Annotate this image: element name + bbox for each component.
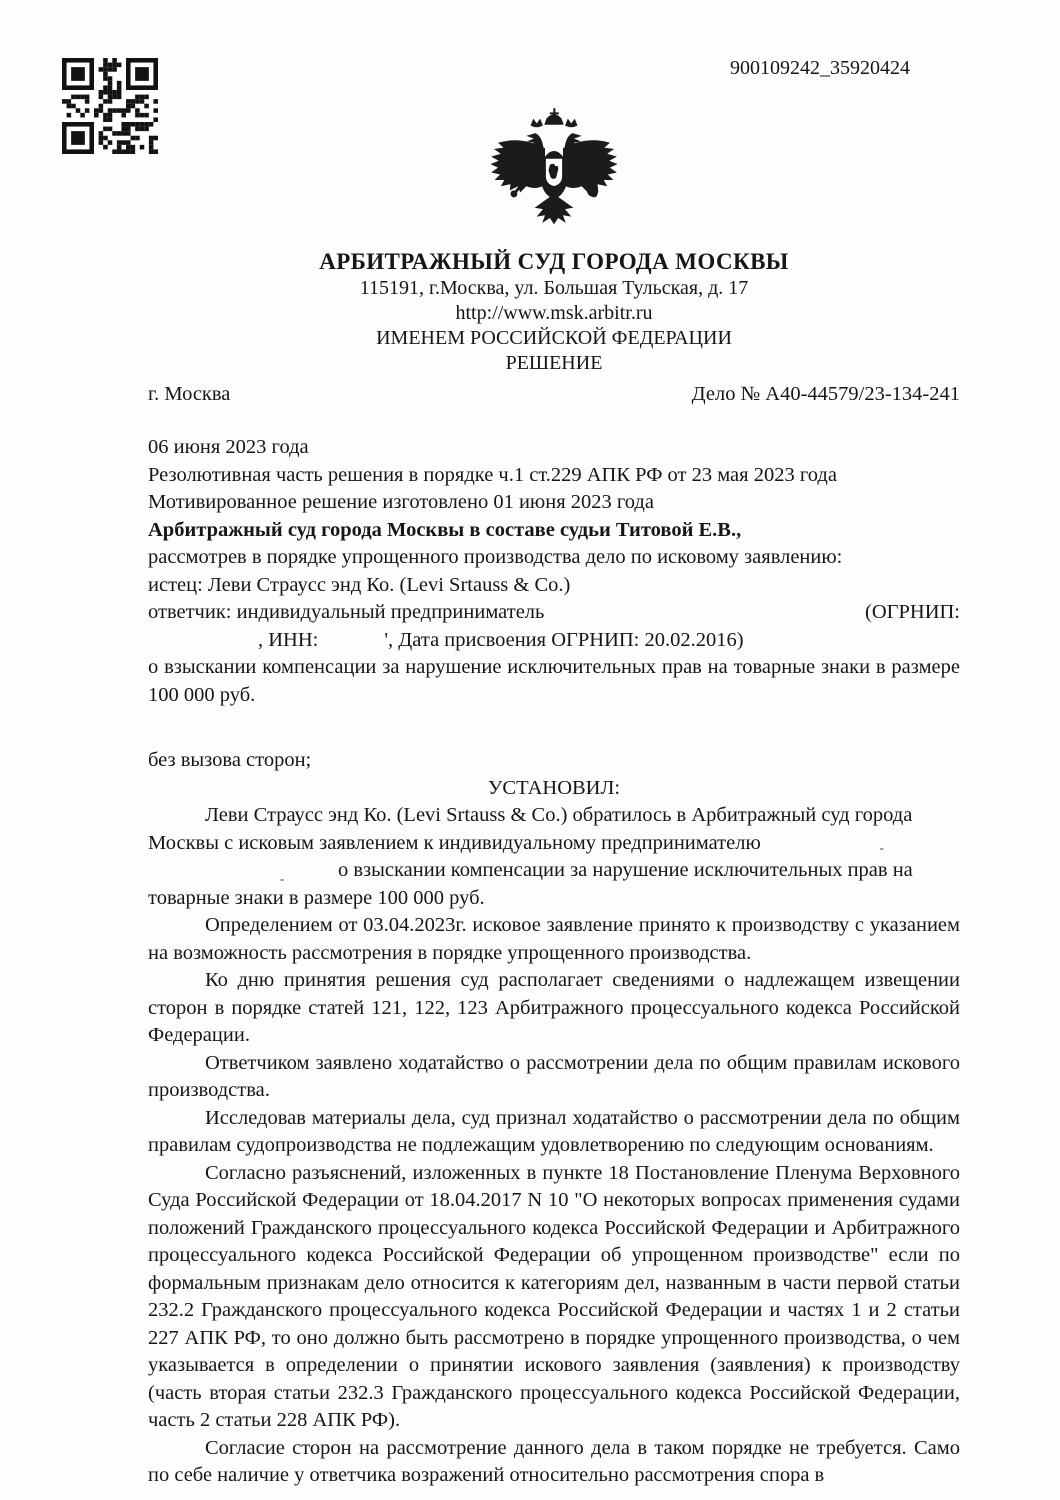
p1-line2-text: Москвы с исковым заявлением к индивидуальному предпринимателю [148,831,761,854]
ogrnip-date: ', Дата присвоения ОГРНИП: 20.02.2016) [384,628,744,651]
p1-line3-text: о взыскании компенсации за нарушение исключительных прав на [338,859,913,881]
document-registration-number: 900109242_35920424 [730,57,910,79]
redaction-mark: - [280,871,285,886]
ogrnip-label: (ОГРНИП: [865,601,960,623]
resolutive-part-line: Резолютивная часть решения в порядке ч.1 ст.229 АПК РФ от 23 мая 2023 года [148,463,837,486]
document-content [148,0,960,1490]
defendant-line [148,599,960,627]
considered-line: рассмотрев в порядке упрощенного производства дело по исковому заявлению: [148,546,843,568]
emblem-container [148,104,960,234]
court-website: http://www.msk.arbitr.ru [455,302,653,324]
established-paragraph-6: Согласно разъяснений, изложенных в пункте 18 Постановление Пленума Верховного Суда Российской Федерации от 18.04.2017 N 10 "О некоторых вопросах применения судами положений Гражданского процессуального кодекса Российской Федерации и Арбитражного процессуального кодекса Российской Федерации об упрощенном производстве" если по формальным признакам дело относится к категориям дел, названным в части первой статьи 232.2 Гражданского процессуального кодекса Российской Федерации и частях 1 и 2 статьи 227 АПК РФ, то оно должно быть рассмотрено в порядке упрощенного производства, о чем указывается в определении о принятии искового заявления (заявления) к производству (часть вторая статьи 232.3 Гражданского процессуального кодекса Российской Федерации, часть 2 статьи 228 АПК РФ). [148,1161,960,1431]
decision-date-line: 06 июня 2023 года [148,436,309,458]
redaction-mark: - [879,839,884,855]
plaintiff-line: истец: Леви Страусс энд Ко. (Levi Srtauss & Co.) [148,573,571,596]
p1-line3 [148,857,960,885]
judge-line: Арбитражный суд города Москвы в составе судьи Титовой Е.В., [148,518,742,541]
established-paragraph-3: Ко дню принятия решения суд располагает сведениями о надлежащем извещении сторон в порядке статей 121, 122, 123 Арбитражного процессуального кодекса Российской Федерации. [148,969,960,1046]
p1-line2 [148,830,960,858]
established-paragraph-7: Согласие сторон на рассмотрение данного дела в таком порядке не требуется. Само по себе наличие у ответчика возражений относительно рассмотрения спора в [148,1436,960,1486]
russia-coat-of-arms-eagle [478,104,630,234]
established-paragraph-5: Исследовав материалы дела, суд признал ходатайство о рассмотрении дела по общим правилам судопроизводства не подлежащим удовлетворению по следующим основаниям. [148,1106,960,1156]
claim-amount-line: о взыскании компенсации за нарушение исключительных прав на товарные знаки в размере 100 000 руб. [148,656,960,706]
p1-line4: товарные знаки в размере 100 000 руб. [148,886,485,909]
established-paragraph-1 [148,802,960,912]
city-case-row [148,382,960,406]
in-the-name-line: ИМЕНЕМ РОССИЙСКОЙ ФЕДЕРАЦИИ [376,327,732,349]
p1-line1: Леви Страусс энд Ко. (Levi Srtauss & Co.) обратилось в Арбитражный суд города [205,804,913,826]
inn-line [148,627,960,655]
established-paragraph-4: Ответчиком заявлено ходатайство о рассмотрении дела по общим правилам искового производства. [148,1051,960,1101]
established-heading: УСТАНОВИЛ: [487,776,621,799]
court-address: 115191, г.Москва, ул. Большая Тульская, д. 17 [359,277,749,299]
qr-code [62,58,158,154]
city-label: г. Москва [148,383,231,405]
document-body [148,434,960,1490]
inn-label: , ИНН: [258,628,319,651]
case-number: Дело № А40-44579/23-134-241 [691,383,960,405]
defendant-label: ответчик: индивидуальный предприниматель [148,601,545,623]
document-type-title: РЕШЕНИЕ [505,352,603,374]
without-parties-line: без вызова сторон; [148,749,312,771]
established-paragraph-2: Определением от 03.04.2023г. исковое заявление принято к производству с указанием на возможность рассмотрения в порядке упрощенного производства. [148,914,960,964]
motivated-decision-line: Мотивированное решение изготовлено 01 июня 2023 года [148,491,654,513]
court-name: АРБИТРАЖНЫЙ СУД ГОРОДА МОСКВЫ [319,249,789,274]
